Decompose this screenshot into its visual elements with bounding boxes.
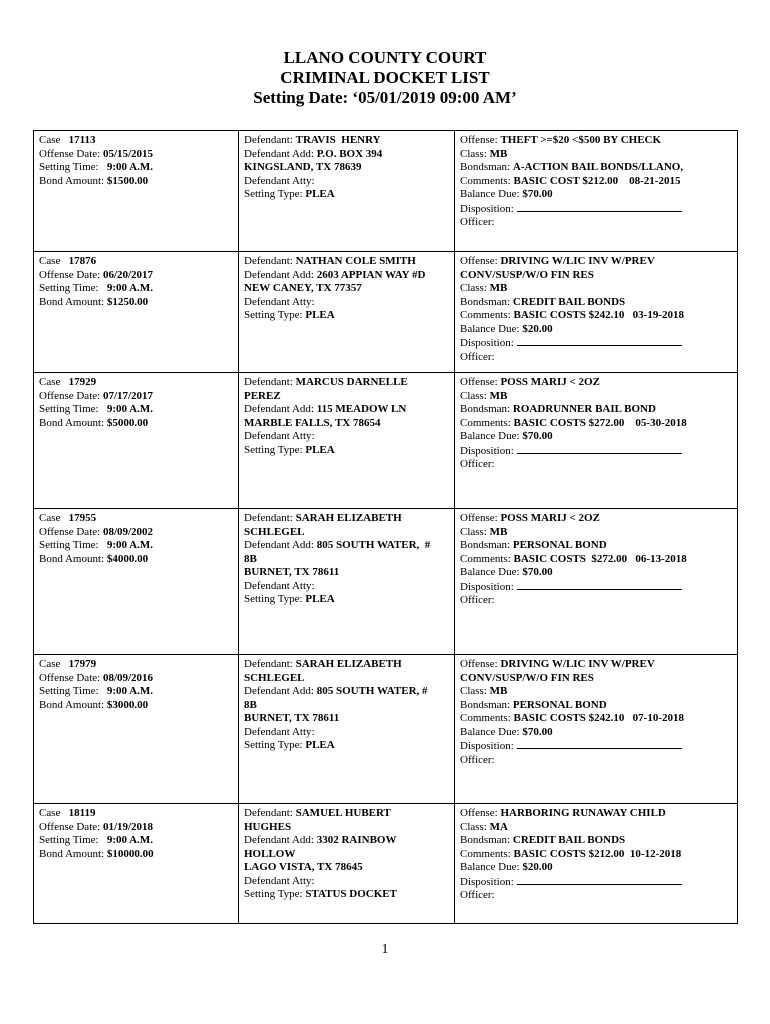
setting-time-label: Setting Time: bbox=[39, 834, 99, 846]
bondsman-label: Bondsman: bbox=[460, 295, 511, 308]
offense-class bbox=[460, 282, 732, 296]
officer-label: Officer: bbox=[460, 216, 495, 228]
bondsman bbox=[460, 834, 732, 848]
officer-label: Officer: bbox=[460, 594, 495, 606]
offense-cell bbox=[455, 131, 738, 252]
bond-amount-label: Bond Amount: bbox=[39, 552, 105, 565]
case-cell bbox=[34, 131, 239, 252]
defendant-name bbox=[244, 134, 449, 148]
setting-type-label: Setting Type: bbox=[244, 309, 303, 321]
case-number bbox=[39, 134, 233, 148]
bondsman-label: Bondsman: bbox=[460, 539, 511, 551]
case-number-label: Case bbox=[39, 658, 61, 670]
defendant-name bbox=[244, 658, 449, 685]
case-number-label: Case bbox=[39, 807, 61, 819]
docket-header bbox=[0, 48, 770, 108]
offense-cell bbox=[455, 373, 738, 509]
bond-amount bbox=[39, 699, 233, 713]
offense-value: POSS MARIJ < 2OZ bbox=[500, 512, 600, 524]
disposition-label: Disposition: bbox=[460, 740, 514, 752]
case-number-value: 17113 bbox=[68, 134, 96, 146]
defendant-atty-label: Defendant Atty: bbox=[244, 295, 315, 308]
offense-class-value: MB bbox=[489, 525, 508, 538]
offense-class-label: Class: bbox=[460, 147, 487, 160]
bond-amount-value: $4000.00 bbox=[106, 552, 149, 565]
disposition-label: Disposition: bbox=[460, 337, 514, 349]
docket-title: CRIMINAL DOCKET LIST bbox=[280, 68, 490, 87]
disposition-rule bbox=[517, 444, 682, 454]
setting-type-label: Setting Type: bbox=[244, 739, 303, 751]
offense-class-value: MB bbox=[489, 389, 508, 402]
offense-date-value: 01/19/2018 bbox=[102, 820, 154, 833]
case-number bbox=[39, 658, 233, 672]
offense bbox=[460, 134, 732, 148]
setting-time-value: 9:00 A.M. bbox=[106, 403, 153, 415]
bond-amount-label: Bond Amount: bbox=[39, 847, 105, 860]
disposition bbox=[460, 875, 732, 890]
defendant-atty-label: Defendant Atty: bbox=[244, 874, 315, 887]
bondsman-label: Bondsman: bbox=[460, 834, 511, 846]
defendant-atty bbox=[244, 726, 449, 740]
defendant-name-value: NATHAN COLE SMITH bbox=[295, 255, 416, 267]
case-cell bbox=[34, 252, 239, 373]
balance-due bbox=[460, 566, 732, 580]
setting-time bbox=[39, 282, 233, 296]
defendant-address bbox=[244, 269, 449, 296]
defendant-atty-label: Defendant Atty: bbox=[244, 430, 315, 442]
docket-row bbox=[34, 252, 738, 373]
setting-time-label: Setting Time: bbox=[39, 539, 99, 551]
balance-due-label: Balance Due: bbox=[460, 861, 520, 873]
case-number bbox=[39, 807, 233, 821]
offense-class-label: Class: bbox=[460, 685, 487, 697]
offense-cell bbox=[455, 509, 738, 655]
balance-due-label: Balance Due: bbox=[460, 566, 520, 578]
offense-class bbox=[460, 148, 732, 162]
defendant-address-value: P.O. BOX 394 KINGSLAND, TX 78639 bbox=[244, 147, 383, 173]
bondsman-value: CREDIT BAIL BONDS bbox=[512, 834, 626, 846]
setting-type-value: PLEA bbox=[305, 188, 335, 200]
offense-date bbox=[39, 148, 233, 162]
bondsman bbox=[460, 296, 732, 310]
offense-value: DRIVING W/LIC INV W/PREV CONV/SUSP/W/O FIN RES bbox=[460, 658, 655, 684]
disposition-rule bbox=[517, 202, 682, 212]
case-number-value: 17979 bbox=[68, 658, 97, 670]
offense-class bbox=[460, 390, 732, 404]
offense-value: POSS MARIJ < 2OZ bbox=[500, 376, 600, 388]
offense-date-value: 08/09/2002 bbox=[102, 525, 154, 538]
setting-type-value: PLEA bbox=[305, 739, 335, 751]
docket-row bbox=[34, 804, 738, 924]
defendant-atty bbox=[244, 296, 449, 310]
offense-date bbox=[39, 526, 233, 540]
defendant-atty-label: Defendant Atty: bbox=[244, 579, 315, 592]
officer bbox=[460, 754, 732, 768]
bondsman bbox=[460, 539, 732, 553]
defendant-name-label: Defendant: bbox=[244, 255, 293, 267]
offense-label: Offense: bbox=[460, 807, 498, 819]
offense-label: Offense: bbox=[460, 255, 498, 267]
setting-time-label: Setting Time: bbox=[39, 403, 99, 415]
bondsman-value: ROADRUNNER BAIL BOND bbox=[512, 403, 656, 415]
officer bbox=[460, 351, 732, 365]
setting-time bbox=[39, 834, 233, 848]
bond-amount-value: $3000.00 bbox=[106, 698, 149, 711]
bondsman bbox=[460, 161, 732, 175]
bondsman-label: Bondsman: bbox=[460, 161, 511, 173]
disposition bbox=[460, 444, 732, 459]
case-number-label: Case bbox=[39, 255, 61, 267]
disposition bbox=[460, 739, 732, 754]
defendant-name-value: SARAH ELIZABETH SCHLEGEL bbox=[244, 658, 402, 684]
comments-label: Comments: bbox=[460, 847, 511, 860]
defendant-cell bbox=[239, 252, 455, 373]
balance-due bbox=[460, 323, 732, 337]
defendant-atty-label: Defendant Atty: bbox=[244, 725, 315, 738]
balance-due-value: $70.00 bbox=[522, 188, 553, 200]
bondsman-value: A-ACTION BAIL BONDS/LLANO, bbox=[512, 161, 684, 173]
defendant-name-value: SAMUEL HUBERT HUGHES bbox=[244, 807, 391, 833]
offense bbox=[460, 512, 732, 526]
case-number bbox=[39, 255, 233, 269]
setting-type-label: Setting Type: bbox=[244, 593, 303, 605]
offense-date bbox=[39, 390, 233, 404]
setting-type-label: Setting Type: bbox=[244, 443, 303, 456]
disposition bbox=[460, 202, 732, 217]
offense-cell bbox=[455, 252, 738, 373]
comments bbox=[460, 848, 732, 862]
offense-date-label: Offense Date: bbox=[39, 525, 101, 538]
defendant-name-value: MARCUS DARNELLE PEREZ bbox=[244, 376, 408, 402]
offense-value: DRIVING W/LIC INV W/PREV CONV/SUSP/W/O FIN RES bbox=[460, 255, 655, 281]
balance-due bbox=[460, 861, 732, 875]
comments-label: Comments: bbox=[460, 309, 511, 321]
bond-amount-value: $5000.00 bbox=[106, 416, 149, 429]
officer-label: Officer: bbox=[460, 889, 495, 901]
case-number-value: 18119 bbox=[68, 807, 96, 819]
offense-class bbox=[460, 526, 732, 540]
setting-type-label: Setting Type: bbox=[244, 888, 303, 900]
case-cell bbox=[34, 804, 239, 924]
officer bbox=[460, 458, 732, 472]
offense-class-value: MB bbox=[489, 147, 508, 160]
balance-due-label: Balance Due: bbox=[460, 322, 520, 335]
defendant-address-label: Defendant Add: bbox=[244, 403, 314, 415]
offense-class-label: Class: bbox=[460, 389, 487, 402]
comments-label: Comments: bbox=[460, 712, 511, 724]
balance-due-value: $70.00 bbox=[522, 430, 553, 442]
case-number bbox=[39, 512, 233, 526]
defendant-cell bbox=[239, 655, 455, 804]
offense bbox=[460, 376, 732, 390]
docket-row bbox=[34, 655, 738, 804]
offense-class-value: MA bbox=[489, 820, 508, 833]
defendant-address-label: Defendant Add: bbox=[244, 268, 314, 281]
defendant-atty bbox=[244, 430, 449, 444]
defendant-cell bbox=[239, 804, 455, 924]
comments-value: BASIC COSTS $242.10 03-19-2018 bbox=[513, 309, 685, 321]
balance-due-value: $70.00 bbox=[522, 566, 553, 578]
setting-time bbox=[39, 403, 233, 417]
setting-type-value: PLEA bbox=[305, 443, 335, 456]
defendant-address-label: Defendant Add: bbox=[244, 834, 314, 846]
comments bbox=[460, 712, 732, 726]
disposition-rule bbox=[517, 580, 682, 590]
case-number-label: Case bbox=[39, 512, 61, 524]
defendant-name-value: TRAVIS HENRY bbox=[295, 134, 381, 146]
defendant-cell bbox=[239, 131, 455, 252]
offense-date bbox=[39, 821, 233, 835]
offense-cell bbox=[455, 804, 738, 924]
case-cell bbox=[34, 373, 239, 509]
balance-due-label: Balance Due: bbox=[460, 188, 520, 200]
offense-value: HARBORING RUNAWAY CHILD bbox=[500, 807, 666, 819]
defendant-name-value: SARAH ELIZABETH SCHLEGEL bbox=[244, 512, 402, 538]
setting-type-value: PLEA bbox=[305, 309, 335, 321]
bondsman-label: Bondsman: bbox=[460, 403, 511, 415]
defendant-address bbox=[244, 539, 449, 580]
offense-class bbox=[460, 821, 732, 835]
bond-amount bbox=[39, 175, 233, 189]
offense-cell bbox=[455, 655, 738, 804]
docket-row bbox=[34, 131, 738, 252]
defendant-cell bbox=[239, 509, 455, 655]
defendant-name-label: Defendant: bbox=[244, 512, 293, 524]
comments-label: Comments: bbox=[460, 552, 511, 565]
offense-value: THEFT >=$20 <$500 BY CHECK bbox=[500, 134, 662, 146]
setting-time bbox=[39, 539, 233, 553]
bondsman-value: PERSONAL BOND bbox=[512, 539, 607, 551]
setting-type bbox=[244, 888, 449, 902]
bondsman-label: Bondsman: bbox=[460, 698, 511, 711]
comments-label: Comments: bbox=[460, 174, 511, 187]
offense-date-label: Offense Date: bbox=[39, 389, 101, 402]
setting-type-label: Setting Type: bbox=[244, 188, 303, 200]
defendant-address-label: Defendant Add: bbox=[244, 685, 314, 697]
setting-time-value: 9:00 A.M. bbox=[106, 834, 153, 846]
defendant-address-value: 3302 RAINBOW HOLLOW LAGO VISTA, TX 78645 bbox=[244, 834, 397, 873]
page-number: 1 bbox=[381, 942, 389, 957]
balance-due-label: Balance Due: bbox=[460, 430, 520, 442]
balance-due-value: $20.00 bbox=[522, 322, 553, 335]
setting-type bbox=[244, 309, 449, 323]
setting-time-label: Setting Time: bbox=[39, 685, 99, 697]
offense-date bbox=[39, 672, 233, 686]
bond-amount-label: Bond Amount: bbox=[39, 174, 105, 187]
officer bbox=[460, 594, 732, 608]
balance-due bbox=[460, 430, 732, 444]
offense bbox=[460, 658, 732, 685]
bondsman-value: CREDIT BAIL BONDS bbox=[512, 295, 626, 308]
offense-date-value: 08/09/2016 bbox=[102, 671, 154, 684]
defendant-atty bbox=[244, 580, 449, 594]
offense-date-label: Offense Date: bbox=[39, 268, 101, 281]
officer-label: Officer: bbox=[460, 458, 495, 470]
defendant-address bbox=[244, 834, 449, 875]
setting-time-value: 9:00 A.M. bbox=[106, 539, 153, 551]
offense-label: Offense: bbox=[460, 134, 498, 146]
bond-amount-label: Bond Amount: bbox=[39, 416, 105, 429]
balance-due bbox=[460, 726, 732, 740]
comments-value: BASIC COSTS $272.00 06-13-2018 bbox=[513, 552, 687, 565]
offense-label: Offense: bbox=[460, 376, 498, 388]
disposition-rule bbox=[517, 739, 682, 749]
setting-type bbox=[244, 188, 449, 202]
balance-due bbox=[460, 188, 732, 202]
defendant-address-value: 115 MEADOW LN MARBLE FALLS, TX 78654 bbox=[244, 403, 407, 429]
case-number bbox=[39, 376, 233, 390]
disposition-rule bbox=[517, 336, 682, 346]
disposition-label: Disposition: bbox=[460, 875, 514, 888]
case-number-value: 17929 bbox=[68, 376, 97, 388]
setting-type-value: STATUS DOCKET bbox=[305, 888, 397, 900]
bond-amount-label: Bond Amount: bbox=[39, 698, 105, 711]
defendant-name bbox=[244, 807, 449, 834]
offense-date-label: Offense Date: bbox=[39, 820, 101, 833]
docket-row bbox=[34, 373, 738, 509]
officer-label: Officer: bbox=[460, 753, 495, 766]
defendant-cell bbox=[239, 373, 455, 509]
defendant-name bbox=[244, 376, 449, 403]
disposition-label: Disposition: bbox=[460, 202, 514, 215]
court-title: LLANO COUNTY COURT bbox=[283, 48, 487, 67]
setting-type bbox=[244, 739, 449, 753]
disposition-rule bbox=[517, 875, 682, 885]
bondsman bbox=[460, 403, 732, 417]
bond-amount-value: $1250.00 bbox=[106, 295, 149, 308]
setting-type-value: PLEA bbox=[305, 593, 335, 605]
setting-type bbox=[244, 593, 449, 607]
defendant-name-label: Defendant: bbox=[244, 134, 293, 146]
bond-amount bbox=[39, 848, 233, 862]
offense-class-value: MB bbox=[489, 685, 508, 697]
comments-value: BASIC COST $212.00 08-21-2015 bbox=[513, 174, 681, 187]
defendant-name bbox=[244, 255, 449, 269]
defendant-atty bbox=[244, 175, 449, 189]
offense-class-label: Class: bbox=[460, 525, 487, 538]
bond-amount bbox=[39, 417, 233, 431]
offense-date bbox=[39, 269, 233, 283]
comments bbox=[460, 417, 732, 431]
defendant-atty bbox=[244, 875, 449, 889]
officer-label: Officer: bbox=[460, 350, 495, 363]
offense bbox=[460, 807, 732, 821]
bond-amount-value: $10000.00 bbox=[106, 847, 154, 860]
disposition bbox=[460, 336, 732, 351]
docket-row bbox=[34, 509, 738, 655]
comments-value: BASIC COSTS $272.00 05-30-2018 bbox=[513, 416, 687, 429]
defendant-address-value: 805 SOUTH WATER, # 8B BURNET, TX 78611 bbox=[244, 539, 431, 578]
officer bbox=[460, 889, 732, 903]
offense-class-label: Class: bbox=[460, 282, 487, 294]
offense-label: Offense: bbox=[460, 658, 498, 670]
comments bbox=[460, 175, 732, 189]
offense-class-label: Class: bbox=[460, 820, 487, 833]
defendant-name bbox=[244, 512, 449, 539]
bondsman-value: PERSONAL BOND bbox=[512, 698, 607, 711]
bond-amount-label: Bond Amount: bbox=[39, 295, 105, 308]
defendant-name-label: Defendant: bbox=[244, 658, 293, 670]
defendant-address bbox=[244, 685, 449, 726]
disposition bbox=[460, 580, 732, 595]
setting-time-value: 9:00 A.M. bbox=[106, 161, 153, 173]
offense-class bbox=[460, 685, 732, 699]
defendant-atty-label: Defendant Atty: bbox=[244, 174, 315, 187]
defendant-name-label: Defendant: bbox=[244, 376, 293, 388]
bondsman bbox=[460, 699, 732, 713]
bond-amount-value: $1500.00 bbox=[106, 174, 149, 187]
setting-time-value: 9:00 A.M. bbox=[106, 685, 153, 697]
offense bbox=[460, 255, 732, 282]
case-number-value: 17955 bbox=[68, 512, 97, 524]
case-number-value: 17876 bbox=[68, 255, 97, 267]
bond-amount bbox=[39, 553, 233, 567]
setting-time bbox=[39, 685, 233, 699]
balance-due-value: $20.00 bbox=[522, 861, 553, 873]
disposition-label: Disposition: bbox=[460, 580, 514, 593]
offense-date-label: Offense Date: bbox=[39, 671, 101, 684]
offense-date-value: 05/15/2015 bbox=[102, 147, 154, 160]
disposition-label: Disposition: bbox=[460, 444, 514, 457]
defendant-address-value: 805 SOUTH WATER, # 8B BURNET, TX 78611 bbox=[244, 685, 428, 724]
balance-due-value: $70.00 bbox=[522, 725, 553, 738]
docket-table bbox=[33, 130, 738, 924]
bond-amount bbox=[39, 296, 233, 310]
officer bbox=[460, 216, 732, 230]
defendant-address-label: Defendant Add: bbox=[244, 539, 314, 551]
comments bbox=[460, 309, 732, 323]
defendant-name-label: Defendant: bbox=[244, 807, 293, 819]
case-cell bbox=[34, 509, 239, 655]
offense-label: Offense: bbox=[460, 512, 498, 524]
comments-label: Comments: bbox=[460, 416, 511, 429]
offense-date-value: 07/17/2017 bbox=[102, 389, 154, 402]
offense-class-value: MB bbox=[489, 282, 508, 294]
comments bbox=[460, 553, 732, 567]
offense-date-label: Offense Date: bbox=[39, 147, 101, 160]
setting-date: Setting Date: ‘05/01/2019 09:00 AM’ bbox=[253, 88, 517, 107]
setting-time bbox=[39, 161, 233, 175]
defendant-address-value: 2603 APPIAN WAY #D NEW CANEY, TX 77357 bbox=[244, 268, 426, 294]
balance-due-label: Balance Due: bbox=[460, 725, 520, 738]
defendant-address-label: Defendant Add: bbox=[244, 147, 314, 160]
setting-time-label: Setting Time: bbox=[39, 161, 99, 173]
defendant-address bbox=[244, 403, 449, 430]
offense-date-value: 06/20/2017 bbox=[102, 268, 154, 281]
comments-value: BASIC COSTS $242.10 07-10-2018 bbox=[513, 712, 685, 724]
defendant-address bbox=[244, 148, 449, 175]
setting-time-label: Setting Time: bbox=[39, 282, 99, 294]
setting-time-value: 9:00 A.M. bbox=[106, 282, 153, 294]
setting-type bbox=[244, 444, 449, 458]
case-number-label: Case bbox=[39, 376, 61, 388]
comments-value: BASIC COSTS $212.00 10-12-2018 bbox=[513, 847, 682, 860]
case-number-label: Case bbox=[39, 134, 61, 146]
case-cell bbox=[34, 655, 239, 804]
